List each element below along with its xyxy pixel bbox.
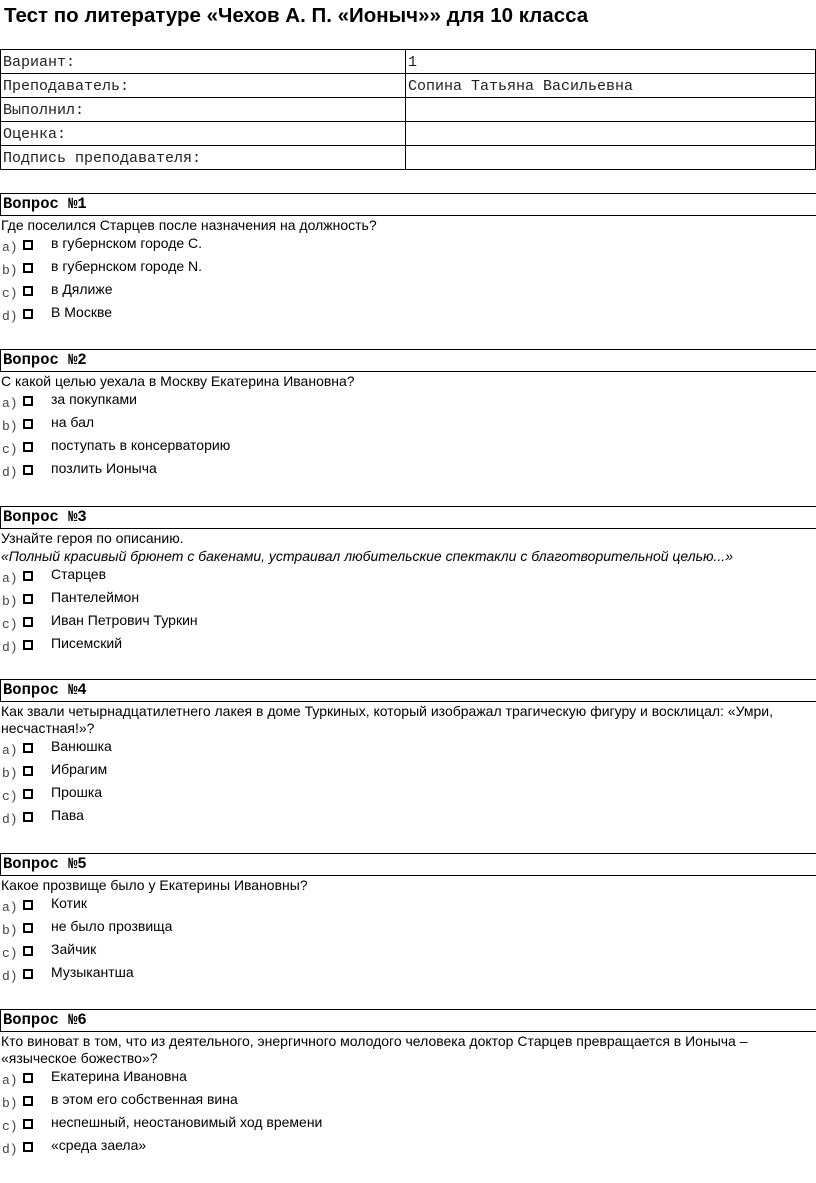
question-1 [0,193,816,326]
option-letter: c) [2,1119,18,1134]
checkbox-icon[interactable] [23,923,33,933]
checkbox-icon[interactable] [23,946,33,956]
option-letter: b) [2,1096,18,1111]
option[interactable] [0,634,816,657]
option[interactable] [0,760,816,783]
option-letter: d) [2,465,18,480]
checkbox-icon[interactable] [23,263,33,273]
question-text: Как звали четырнадцатилетнего лакея в доме Туркиных, который изображал трагическую фигуру и восклицал: «Умри, несчастная!»? [1,703,773,736]
checkbox-icon[interactable] [23,594,33,604]
option-letter: a) [2,900,18,915]
option[interactable] [0,806,816,829]
question-text: Где поселился Старцев после назначения на должность? [1,217,377,233]
question-heading: Вопрос №1 [0,193,816,216]
option-text: позлить Ионыча [51,460,157,476]
option-text: неспешный, неостановимый ход времени [51,1114,323,1130]
option-letter: c) [2,617,18,632]
quote-text: «Полный красивый брюнет с бакенами, устраивал любительские спектакли с благотворительной целью...» [1,548,733,564]
question-5 [0,853,816,986]
option-letter: a) [2,743,18,758]
option-text: Ванюшка [51,738,112,754]
option[interactable] [0,783,816,806]
checkbox-icon[interactable] [23,900,33,910]
checkbox-icon[interactable] [23,465,33,475]
checkbox-icon[interactable] [23,617,33,627]
info-row-grade [1,122,816,146]
option-text: Пава [51,807,84,823]
option-text: Иван Петрович Туркин [51,612,198,628]
info-value: 1 [406,50,816,74]
option-text: в этом его собственная вина [51,1091,238,1107]
checkbox-icon[interactable] [23,240,33,250]
checkbox-icon[interactable] [23,789,33,799]
checkbox-icon[interactable] [23,1073,33,1083]
option-text: Екатерина Ивановна [51,1068,187,1084]
option[interactable] [0,1136,816,1159]
question-2 [0,349,816,482]
option-text: поступать в консерваторию [51,437,231,453]
question-text: С какой целью уехала в Москву Екатерина Ивановна? [1,373,355,389]
checkbox-icon[interactable] [23,640,33,650]
option[interactable] [0,459,816,482]
info-label: Преподаватель: [1,74,406,98]
option-text: В Москве [51,304,113,320]
option-text: Писемский [51,635,123,651]
option[interactable] [0,737,816,760]
option-letter: b) [2,263,18,278]
question-text: Узнайте героя по описанию. [1,530,184,546]
option-letter: c) [2,789,18,804]
option-text: на бал [51,414,95,430]
checkbox-icon[interactable] [23,1119,33,1129]
option-text: не было прозвища [51,918,173,934]
checkbox-icon[interactable] [23,571,33,581]
info-value-field[interactable] [406,122,816,146]
option-letter: d) [2,812,18,827]
option-text: Котик [51,895,87,911]
info-value-field[interactable] [406,98,816,122]
option-letter: d) [2,1142,18,1157]
option-letter: a) [2,396,18,411]
checkbox-icon[interactable] [23,442,33,452]
option-letter: c) [2,946,18,961]
question-4 [0,679,816,829]
option-text: Прошка [51,784,103,800]
option-letter: b) [2,923,18,938]
option-letter: a) [2,1073,18,1088]
info-value: Сопина Татьяна Васильевна [406,74,816,98]
info-label: Оценка: [1,122,406,146]
question-heading: Вопрос №5 [0,853,816,876]
question-text: Какое прозвище было у Екатерины Ивановны? [1,877,308,893]
checkbox-icon[interactable] [23,419,33,429]
option-letter: b) [2,594,18,609]
option[interactable] [0,565,816,588]
option[interactable] [0,1067,816,1090]
question-heading: Вопрос №4 [0,679,816,702]
option[interactable] [0,280,816,303]
checkbox-icon[interactable] [23,286,33,296]
option[interactable] [0,611,816,634]
checkbox-icon[interactable] [23,1096,33,1106]
question-heading: Вопрос №6 [0,1009,816,1032]
option[interactable] [0,436,816,459]
question-3 [0,506,816,657]
option-text: Зайчик [51,941,97,957]
option-letter: a) [2,571,18,586]
question-quote [0,548,816,565]
option[interactable] [0,588,816,611]
option-text: Пантелеймон [51,589,140,605]
option-letter: b) [2,766,18,781]
question-heading: Вопрос №3 [0,506,816,529]
option-letter: d) [2,640,18,655]
info-label: Подпись преподавателя: [1,146,406,170]
info-value-field[interactable] [406,146,816,170]
info-row-variant [1,50,816,74]
checkbox-icon[interactable] [23,396,33,406]
option[interactable] [0,413,816,436]
checkbox-icon[interactable] [23,743,33,753]
checkbox-icon[interactable] [23,309,33,319]
option[interactable] [0,940,816,963]
info-row-teacher [1,74,816,98]
option[interactable] [0,1090,816,1113]
option[interactable] [0,234,816,257]
option-text: Старцев [51,566,107,582]
option-text: Музыкантша [51,964,134,980]
option-text: «среда заела» [51,1137,147,1153]
option[interactable] [0,917,816,940]
option[interactable] [0,1113,816,1136]
info-label: Вариант: [1,50,406,74]
info-label: Выполнил: [1,98,406,122]
info-table [0,49,816,170]
checkbox-icon[interactable] [23,812,33,822]
checkbox-icon[interactable] [23,1142,33,1152]
question-6 [0,1009,816,1159]
option-letter: c) [2,442,18,457]
option-text: в губернском городе С. [51,235,203,251]
checkbox-icon[interactable] [23,969,33,979]
option-letter: c) [2,286,18,301]
option-text: за покупками [51,391,137,407]
option-text: в губернском городе N. [51,258,203,274]
checkbox-icon[interactable] [23,766,33,776]
page-title: Тест по литературе «Чехов А. П. «Ионыч»» для 10 класса [4,4,589,27]
option[interactable] [0,257,816,280]
option-letter: b) [2,419,18,434]
option-letter: a) [2,240,18,255]
option-text: в Дялиже [51,281,113,297]
info-row-student [1,98,816,122]
option-text: Ибрагим [51,761,108,777]
option[interactable] [0,303,816,326]
option-letter: d) [2,309,18,324]
option[interactable] [0,390,816,413]
option[interactable] [0,963,816,986]
question-text: Кто виноват в том, что из деятельного, энергичного молодого человека доктор Старцев превращается в Ионыча – «языческое божество»? [1,1033,748,1066]
option-letter: d) [2,969,18,984]
question-heading: Вопрос №2 [0,349,816,372]
option[interactable] [0,894,816,917]
info-row-signature [1,146,816,170]
